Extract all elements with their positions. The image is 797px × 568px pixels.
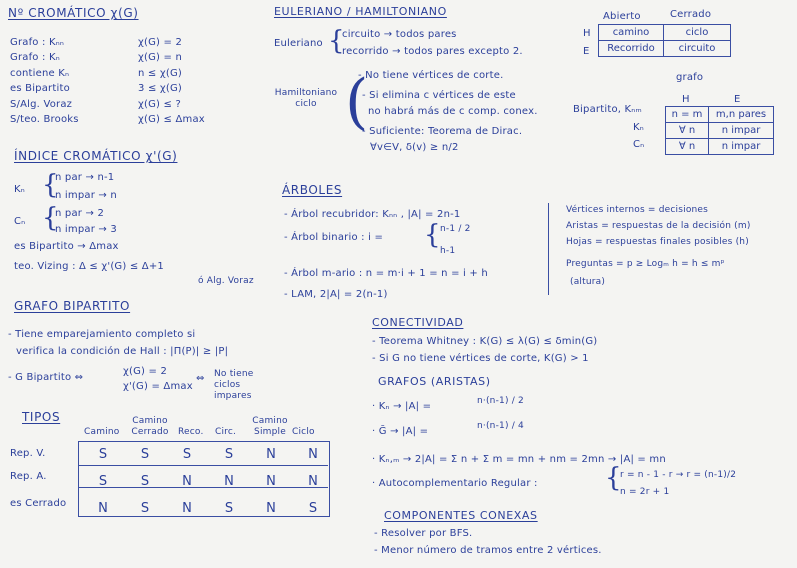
cromatico-title: Nº CROMÁTICO χ(G) [8, 6, 139, 20]
brace-icon: { [328, 26, 345, 56]
arboles-right: (altura) [570, 277, 606, 287]
cromatico-row-left: Grafo : Kₙₙ [10, 37, 65, 48]
row-h: H [583, 28, 591, 39]
abierto-table [598, 24, 731, 57]
tipos-cell: S [224, 501, 234, 516]
tipos-cell: S [140, 474, 150, 489]
cromatico-row-right: χ(G) ≤ ? [138, 99, 181, 110]
tipos-cell: N [308, 447, 318, 462]
indice-cn-label: Cₙ [14, 216, 26, 227]
tipos-table [82, 441, 334, 522]
tipos-row-label: Rep. V. [10, 448, 46, 459]
indice-kn-label: Kₙ [14, 184, 25, 195]
abierto-col: Abierto [603, 11, 641, 22]
grafo-cell: n = m [666, 107, 709, 123]
brace-icon: { [42, 170, 59, 200]
aristas-line: · Autocomplementario Regular : [372, 478, 538, 489]
indice-bipartito: es Bipartito → Δmax [14, 241, 119, 252]
cromatico-row-right: χ(G) ≤ Δmax [138, 114, 205, 125]
hamiltoniano-label: Hamiltoniano ciclo [274, 88, 338, 109]
abierto-cell: circuito [664, 41, 731, 57]
aristas-fraction: n·(n-1) / 2 [477, 396, 524, 406]
tipos-cell: S [140, 447, 150, 462]
indice-vizing-sub: ó Alg. Voraz [198, 276, 254, 286]
arboles-right: Vértices internos = decisiones [566, 205, 709, 215]
indice-cn-impar: n impar → 3 [55, 224, 117, 235]
bipartito-eq-mid: ⇔ [196, 373, 205, 384]
brace-icon: { [424, 220, 441, 250]
euleriano-circuito: circuito → todos pares [342, 29, 457, 40]
aristas-auto-a: r = n - 1 - r → r = (n-1)/2 [620, 470, 737, 480]
indice-cn-par: n par → 2 [55, 208, 105, 219]
bipartito-eq2: χ'(G) = Δmax [123, 381, 193, 392]
grafo-cn-label: Cₙ [633, 139, 645, 150]
grafo-col-e: E [734, 94, 741, 105]
tipos-cell: N [98, 501, 108, 516]
cromatico-row-right: 3 ≤ χ(G) [138, 83, 183, 94]
brace-icon: { [42, 203, 59, 233]
indice-kn-par: n par → n-1 [55, 172, 115, 183]
hamiltoniano-line: no habrá más de c comp. conex. [368, 106, 538, 117]
tipos-cell: S [98, 447, 108, 462]
tipos-cell: N [266, 447, 276, 462]
tipos-row-label: es Cerrado [10, 498, 67, 509]
abierto-cell: Recorrido [599, 41, 664, 57]
componentes-title: COMPONENTES CONEXAS [384, 509, 538, 522]
cromatico-row-right: χ(G) = 2 [138, 37, 183, 48]
tipos-cell: S [98, 474, 108, 489]
arboles-title: ÁRBOLES [282, 183, 343, 197]
cromatico-row-left: contiene Kₙ [10, 68, 70, 79]
aristas-fraction: n·(n-1) / 4 [477, 421, 524, 431]
brace-icon: { [605, 463, 622, 493]
arboles-right: Hojas = respuestas finales posibles (h) [566, 237, 749, 247]
arboles-binario-a: n-1 / 2 [440, 224, 471, 234]
grafo-col-h: H [682, 94, 690, 105]
tipos-cell: S [224, 447, 234, 462]
bipartito-gb: - G Bipartito ⇔ [8, 372, 84, 383]
bipartito-eq1: χ(G) = 2 [123, 366, 168, 377]
grafo-cell: n impar [709, 123, 774, 139]
aristas-auto-b: n = 2r + 1 [620, 487, 670, 497]
brace-icon: ( [345, 67, 369, 137]
tipos-cell: S [140, 501, 150, 516]
conectividad-title: CONECTIVIDAD [372, 316, 464, 329]
grafo-cell: ∀ n [666, 123, 709, 139]
bipartito-note: No tiene ciclos impares [214, 369, 254, 401]
tipos-cell: N [266, 501, 276, 516]
tipos-col: Circ. [215, 427, 237, 437]
conectividad-line: - Si G no tiene vértices de corte, K(G) > 1 [372, 353, 589, 364]
arboles-binario-b: h-1 [440, 246, 456, 256]
cromatico-row-left: S/Alg. Voraz [10, 99, 73, 110]
grafo-bip-label: Bipartito, Kₙₘ [573, 104, 642, 115]
cerrado-col: Cerrado [670, 9, 712, 20]
tipos-col: Ciclo [292, 427, 315, 437]
conectividad-line: - Teorema Whitney : K(G) ≤ λ(G) ≤ δmin(G) [372, 336, 598, 347]
componentes-line: - Menor número de tramos entre 2 vértices. [374, 545, 602, 556]
tipos-col: Camino Cerrado [131, 416, 169, 437]
arboles-line: - LAM, 2|A| = 2(n-1) [284, 289, 388, 300]
bipartito-line2: verifica la condición de Hall : |Π(P)| ≥ |P| [16, 346, 229, 357]
aristas-title: GRAFOS (ARISTAS) [378, 375, 491, 388]
tipos-cell: N [224, 474, 234, 489]
indice-title: ÍNDICE CROMÁTICO χ'(G) [14, 149, 178, 163]
hamiltoniano-line: - No tiene vértices de corte. [358, 70, 504, 81]
aristas-line: · Kₙ,ₘ → 2|A| = Σ n + Σ m = mn + nm = 2mn → |A| = mn [372, 454, 666, 465]
aristas-line: · Ḡ → |A| = [372, 426, 429, 437]
cromatico-row-right: χ(G) = n [138, 52, 183, 63]
tipos-title: TIPOS [22, 410, 61, 424]
hamiltoniano-line: ∀v∈V, δ(v) ≥ n/2 [370, 142, 459, 153]
cromatico-row-left: Grafo : Kₙ [10, 52, 60, 63]
hamiltoniano-line: - Suficiente: Teorema de Dirac. [362, 126, 523, 137]
euleriano-label: Euleriano [274, 38, 323, 49]
euleriano-recorrido: recorrido → todos pares excepto 2. [342, 46, 523, 57]
arboles-right: Aristas = respuestas de la decisión (m) [566, 221, 751, 231]
tipos-col: Camino Simple [252, 416, 288, 437]
row-e: E [583, 46, 590, 57]
tipos-cell: N [266, 474, 276, 489]
tipos-cell: N [182, 474, 192, 489]
tipos-row-label: Rep. A. [10, 471, 47, 482]
abierto-cell: camino [599, 25, 664, 41]
tipos-cell: N [182, 501, 192, 516]
arboles-line: - Árbol binario : i = [284, 232, 384, 243]
aristas-line: · Kₙ → |A| = [372, 401, 432, 412]
arboles-line: - Árbol m-ario : n = m·i + 1 = n = i + h [284, 268, 488, 279]
grafo-cell: m,n pares [709, 107, 774, 123]
tipos-cell: N [308, 474, 318, 489]
arboles-right: Preguntas = p ≥ Logₘ h = h ≤ mᵖ [566, 259, 725, 269]
grafo-cell: n impar [709, 139, 774, 155]
grafo-label: grafo [676, 72, 704, 83]
componentes-line: - Resolver por BFS. [374, 528, 473, 539]
grafo-kn-label: Kₙ [633, 122, 644, 133]
arboles-divider [548, 203, 549, 295]
indice-kn-impar: n impar → n [55, 190, 117, 201]
tipos-cell: S [182, 447, 192, 462]
tipos-col: Camino [84, 427, 120, 437]
euleriano-title: EULERIANO / HAMILTONIANO [274, 5, 447, 18]
bipartito-title: GRAFO BIPARTITO [14, 299, 131, 313]
grafo-cell: ∀ n [666, 139, 709, 155]
tipos-col: Reco. [178, 427, 204, 437]
hamiltoniano-line: - Si elimina c vértices de este [362, 90, 516, 101]
cromatico-row-left: es Bipartito [10, 83, 70, 94]
cromatico-row-left: S/teo. Brooks [10, 114, 79, 125]
abierto-cell: ciclo [664, 25, 731, 41]
grafo-table [665, 106, 774, 155]
indice-vizing: teo. Vizing : Δ ≤ χ'(G) ≤ Δ+1 [14, 261, 164, 272]
bipartito-line1: - Tiene emparejamiento completo si [8, 329, 196, 340]
cromatico-row-right: n ≤ χ(G) [138, 68, 183, 79]
arboles-line: - Árbol recubridor: Kₙₙ , |A| = 2n-1 [284, 209, 461, 220]
tipos-cell: S [308, 501, 318, 516]
